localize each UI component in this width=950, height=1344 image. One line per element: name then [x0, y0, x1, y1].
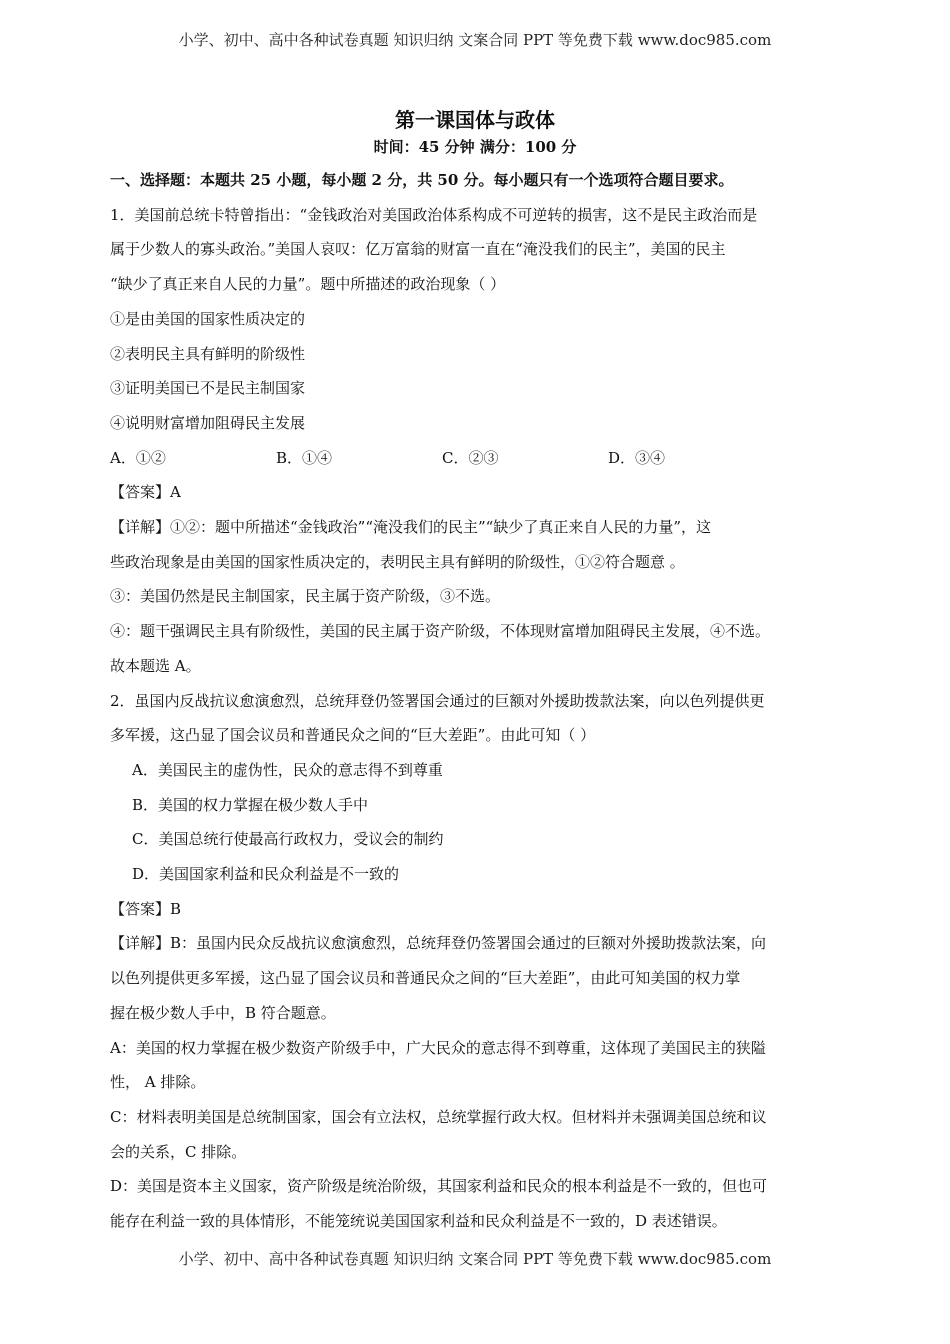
section-heading: 一、选择题：本题共 25 小题，每小题 2 分，共 50 分。每小题只有一个选项符合题目要求。: [110, 171, 734, 189]
explanation: 【详解】B：虽国内民众反战抗议愈演愈烈，总统拜登仍签署国会通过的巨额对外援助拨款法案，向: [110, 934, 767, 953]
statement-item: ①是由美国的国家性质决定的: [110, 309, 306, 328]
explanation: 【详解】①②：题中所描述“金钱政治”“淹没我们的民主”“缺少了真正来自人民的力量”，这: [110, 518, 712, 537]
explanation: 能存在利益一致的具体情形，不能笼统说美国国家利益和民众利益是不一致的，D 表述错误。: [110, 1212, 727, 1231]
statement-item: ②表明民主具有鲜明的阶级性: [110, 344, 306, 363]
option-c: C．美国总统行使最高行政权力，受议会的制约: [132, 830, 444, 849]
option-c: C．②③: [442, 448, 499, 467]
question-1-text: 属于少数人的寡头政治。”美国人哀叹：亿万富翁的财富一直在“淹没我们的民主”，美国的民主: [110, 240, 726, 259]
page-title: 第一课国体与政体: [395, 108, 555, 132]
explanation: 会的关系，C 排除。: [110, 1142, 247, 1161]
explanation: 性， A 排除。: [110, 1073, 206, 1092]
page-header: 小学、初中、高中各种试卷真题 知识归纳 文案合同 PPT 等免费下载 www.doc985.com: [178, 31, 772, 49]
option-b: B．美国的权力掌握在极少数人手中: [132, 795, 369, 814]
explanation: D：美国是资本主义国家，资产阶级是统治阶级，其国家利益和民众的根本利益是不一致的，但也可: [110, 1177, 768, 1196]
answer: 【答案】A: [110, 483, 181, 502]
option-a: A．①②: [110, 448, 166, 467]
explanation: 以色列提供更多军援，这凸显了国会议员和普通民众之间的“巨大差距”，由此可知美国的权力掌: [110, 969, 741, 988]
option-d: D．③④: [608, 448, 666, 467]
question-1-text: 1．美国前总统卡特曾指出：“金钱政治对美国政治体系构成不可逆转的损害，这不是民主政治而是: [110, 205, 758, 224]
question-1-options: [110, 441, 845, 476]
explanation: 故本题选 A。: [110, 656, 201, 675]
question-2-text: 2．虽国内反战抗议愈演愈烈，总统拜登仍签署国会通过的巨额对外援助拨款法案，向以色列提供更: [110, 691, 765, 710]
document-body: [110, 163, 845, 1239]
question-2-text: 多军援，这凸显了国会议员和普通民众之间的“巨大差距”。由此可知（ ）: [110, 726, 596, 745]
statement-item: ③证明美国已不是民主制国家: [110, 379, 306, 398]
exam-info: 时间：45 分钟 满分：100 分: [373, 138, 577, 156]
statement-item: ④说明财富增加阻碍民主发展: [110, 413, 306, 432]
page-footer: 小学、初中、高中各种试卷真题 知识归纳 文案合同 PPT 等免费下载 www.doc985.com: [178, 1250, 772, 1268]
explanation: 些政治现象是由美国的国家性质决定的，表明民主具有鲜明的阶级性，①②符合题意 。: [110, 552, 685, 571]
explanation: 握在极少数人手中，B 符合题意。: [110, 1003, 336, 1022]
option-b: B．①④: [276, 448, 333, 467]
explanation: ③：美国仍然是民主制国家，民主属于资产阶级，③不选。: [110, 587, 501, 606]
explanation: C：材料表明美国是总统制国家，国会有立法权，总统掌握行政大权。但材料并未强调美国总统和议: [110, 1107, 767, 1126]
answer: 【答案】B: [110, 899, 182, 918]
option-a: A．美国民主的虚伪性，民众的意志得不到尊重: [132, 760, 443, 779]
explanation: ④：题干强调民主具有阶级性，美国的民主属于资产阶级，不体现财富增加阻碍民主发展，④不选。: [110, 622, 771, 641]
explanation: A：美国的权力掌握在极少数资产阶级手中，广大民众的意志得不到尊重，这体现了美国民主的狭隘: [110, 1038, 766, 1057]
question-1-text: “缺少了真正来自人民的力量”。题中所描述的政治现象（ ）: [110, 275, 506, 294]
option-d: D．美国国家利益和民众利益是不一致的: [132, 865, 400, 884]
